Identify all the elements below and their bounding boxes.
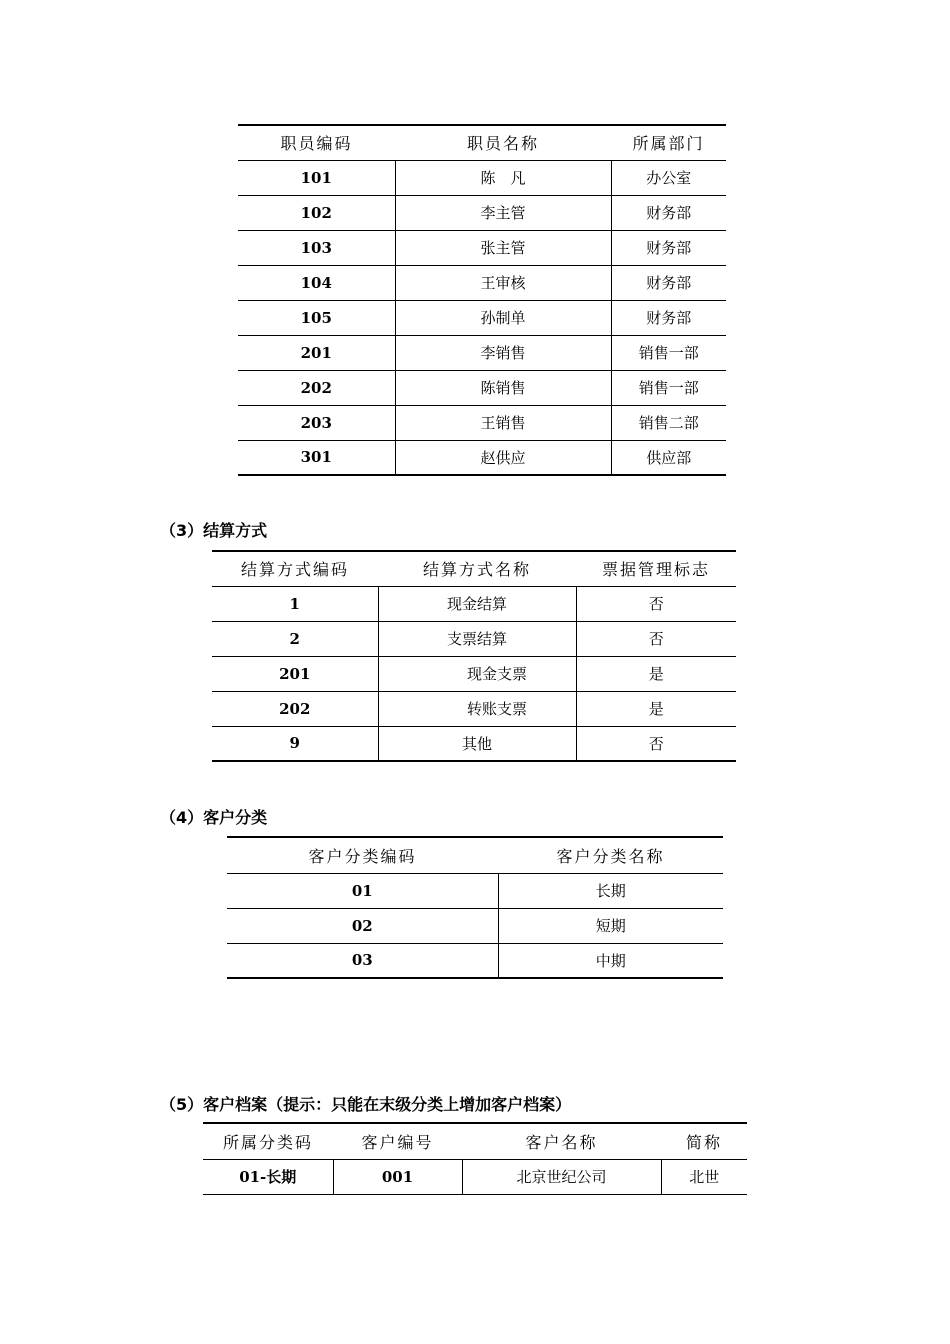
- bill-flag: 是: [576, 691, 736, 726]
- table-row: [227, 908, 723, 943]
- table-row: [212, 691, 736, 726]
- header-archive-short: 简称: [661, 1123, 747, 1159]
- settlement-code: 202: [212, 691, 378, 726]
- employee-name: 王销售: [395, 405, 611, 440]
- customer-archive-table: [203, 1122, 747, 1195]
- employee-dept: 财务部: [611, 300, 726, 335]
- table-row: [227, 943, 723, 978]
- table-row: [212, 586, 736, 621]
- header-archive-name: 客户名称: [462, 1123, 661, 1159]
- section-title-customer-archive: （5）客户档案（提示：只能在末级分类上增加客户档案）: [160, 1095, 572, 1114]
- employee-name: 李销售: [395, 335, 611, 370]
- settlement-code: 2: [212, 621, 378, 656]
- employee-code: 201: [238, 335, 395, 370]
- header-bill-flag: 票据管理标志: [576, 551, 736, 586]
- header-employee-code: 职员编码: [238, 125, 395, 160]
- header-settlement-code: 结算方式编码: [212, 551, 378, 586]
- bill-flag: 是: [576, 656, 736, 691]
- bill-flag: 否: [576, 621, 736, 656]
- employee-name: 李主管: [395, 195, 611, 230]
- header-employee-name: 职员名称: [395, 125, 611, 160]
- employee-dept: 销售一部: [611, 370, 726, 405]
- table-row: [212, 656, 736, 691]
- settlement-name: 转账支票: [378, 691, 576, 726]
- archive-short: 北世: [661, 1159, 747, 1194]
- employee-code: 101: [238, 160, 395, 195]
- employee-name: 陈销售: [395, 370, 611, 405]
- header-settlement-name: 结算方式名称: [378, 551, 576, 586]
- employee-table: [238, 124, 726, 476]
- archive-name: 北京世纪公司: [462, 1159, 661, 1194]
- settlement-name: 现金支票: [378, 656, 576, 691]
- category-code: 02: [227, 908, 498, 943]
- employee-dept: 销售一部: [611, 335, 726, 370]
- section-title-settlement: （3）结算方式: [160, 521, 268, 540]
- category-name: 中期: [498, 943, 723, 978]
- employee-code: 104: [238, 265, 395, 300]
- table-row: [212, 726, 736, 761]
- header-category-name: 客户分类名称: [498, 837, 723, 873]
- table-row: [238, 300, 726, 335]
- settlement-table: [212, 550, 736, 762]
- settlement-code: 201: [212, 656, 378, 691]
- archive-code: 001: [333, 1159, 462, 1194]
- settlement-code: 1: [212, 586, 378, 621]
- section-title-customer-category: （4）客户分类: [160, 808, 268, 827]
- employee-dept: 财务部: [611, 195, 726, 230]
- category-name: 长期: [498, 873, 723, 908]
- employee-name: 张主管: [395, 230, 611, 265]
- settlement-name: 支票结算: [378, 621, 576, 656]
- table-row: [238, 195, 726, 230]
- employee-dept: 销售二部: [611, 405, 726, 440]
- table-row: [238, 405, 726, 440]
- table-row: [238, 440, 726, 475]
- employee-code: 202: [238, 370, 395, 405]
- settlement-name: 现金结算: [378, 586, 576, 621]
- employee-dept: 办公室: [611, 160, 726, 195]
- employee-name: 陈 凡: [395, 160, 611, 195]
- table-row: [238, 230, 726, 265]
- bill-flag: 否: [576, 726, 736, 761]
- employee-dept: 供应部: [611, 440, 726, 475]
- employee-dept: 财务部: [611, 230, 726, 265]
- employee-dept: 财务部: [611, 265, 726, 300]
- employee-code: 102: [238, 195, 395, 230]
- employee-name: 赵供应: [395, 440, 611, 475]
- archive-category: 01-长期: [203, 1159, 333, 1194]
- table-row: [238, 160, 726, 195]
- settlement-name: 其他: [378, 726, 576, 761]
- table-row: [227, 873, 723, 908]
- settlement-code: 9: [212, 726, 378, 761]
- header-archive-category: 所属分类码: [203, 1123, 333, 1159]
- employee-code: 103: [238, 230, 395, 265]
- employee-name: 孙制单: [395, 300, 611, 335]
- header-department: 所属部门: [611, 125, 726, 160]
- table-row: [238, 265, 726, 300]
- employee-code: 105: [238, 300, 395, 335]
- customer-category-table: [227, 836, 723, 979]
- header-category-code: 客户分类编码: [227, 837, 498, 873]
- table-row: [238, 335, 726, 370]
- category-code: 01: [227, 873, 498, 908]
- table-row: [238, 370, 726, 405]
- header-archive-code: 客户编号: [333, 1123, 462, 1159]
- table-row: [212, 621, 736, 656]
- employee-name: 王审核: [395, 265, 611, 300]
- bill-flag: 否: [576, 586, 736, 621]
- category-name: 短期: [498, 908, 723, 943]
- category-code: 03: [227, 943, 498, 978]
- employee-code: 301: [238, 440, 395, 475]
- employee-code: 203: [238, 405, 395, 440]
- table-row: [203, 1159, 747, 1194]
